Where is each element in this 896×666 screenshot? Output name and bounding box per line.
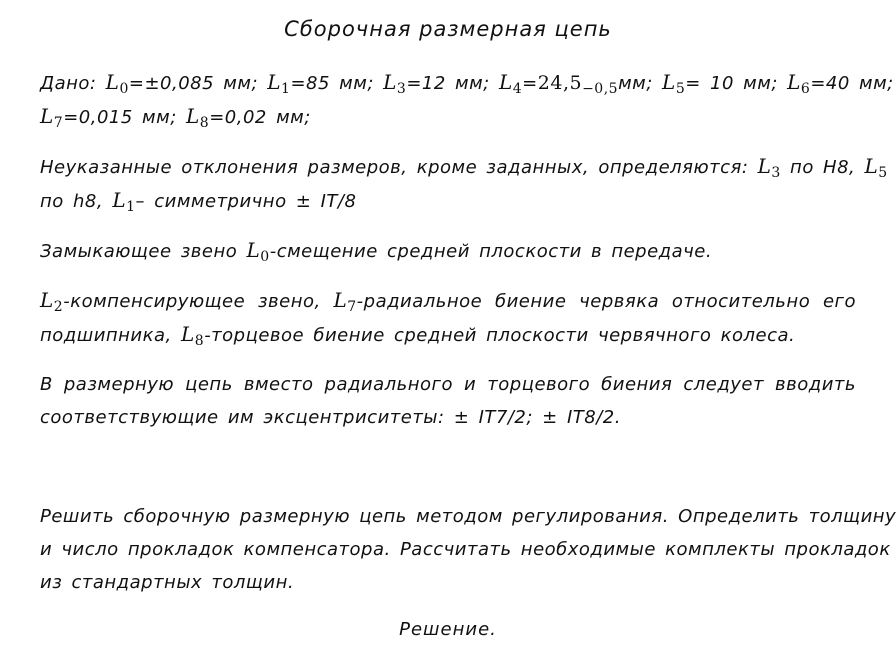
subscript-0: 0 [260,249,270,265]
value-l7: =0,015 мм; [63,107,186,128]
symbol-l8: L [185,104,200,128]
subscript-5: 5 [878,165,888,181]
symbol-l4: L [498,70,513,94]
given-label: Дано: [40,73,106,94]
subscript-3: 3 [771,165,781,181]
subscript-1: 1 [126,199,136,215]
value-l8: =0,02 мм; [209,107,311,128]
symbol-l7: L [40,104,54,128]
page-title: Сборочная размерная цепь [284,17,612,41]
deviations-text: Неуказанные отклонения размеров, кроме заданных, определяются: [40,157,758,178]
subscript-6: 6 [800,81,811,97]
symbol-l7: L [333,288,348,312]
document-body [40,14,896,615]
task-line-1: Решить сборочную размерную цепь методом регулирования. Определить толщину [40,506,896,527]
compensating-paragraph [40,284,856,352]
subscript-0: 0 [119,81,129,97]
symbol-l2: L [40,288,54,312]
subscript-1: 1 [281,81,291,97]
given-paragraph [40,66,894,134]
eccentricity-line-2: соответствующие им эксцентриситеты: ± IT7/2; ± IT8/2. [40,407,621,428]
compensating-line-1 [40,284,856,318]
subscript-2: 2 [53,299,64,315]
deviations-paragraph [40,150,888,218]
value-l5: = 10 мм; [685,73,788,94]
task-line-2: и число прокладок компенсатора. Рассчитать необходимые комплекты прокладок [40,539,891,560]
symbol-l1: L [267,70,282,94]
compensating-text-2: -радиальное биение червяка относительно его [356,291,856,312]
given-line-2 [40,100,856,134]
value-l0: =±0,085 мм; [128,73,268,94]
value-l3: =12 мм; [406,73,499,94]
task-line-3: из стандартных толщин. [40,572,295,593]
subscript-8: 8 [199,115,210,131]
symbol-l5: L [662,70,676,94]
value-l6: =40 мм; [810,73,894,94]
deviations-text-2: по h8, [40,191,113,212]
subscript-3: 3 [396,81,407,97]
value-l1: =85 мм; [290,73,384,94]
subscript-4: 4 [512,81,523,97]
symbol-l0: L [105,70,120,94]
compensating-text-4: -торцевое биение средней плоскости червячного колеса. [204,325,796,346]
deviations-line-1 [40,150,888,184]
value-l4-number: 24,5 [537,72,583,94]
task-paragraph [40,500,896,599]
compensating-text: -компенсирующее звено, [63,291,334,312]
eccentricity-paragraph [40,368,856,434]
solution-heading: Решение. [399,619,497,640]
compensating-text-3: подшипника, [40,325,181,346]
subscript-7: 7 [347,299,357,315]
symbol-l5: L [864,154,879,178]
given-line-1 [40,66,894,100]
closing-text: Замыкающее звено [40,241,247,262]
symbol-l0: L [246,238,261,262]
subscript-7: 7 [53,115,64,131]
symbol-l3: L [757,154,772,178]
subscript-5: 5 [675,81,686,97]
eccentricity-line-1: В размерную цепь вместо радиального и торцевого биения следует вводить [40,374,856,395]
closing-line [40,234,856,268]
compensating-line-2 [40,318,856,352]
deviations-l1-text: – симметрично ± IT/8 [135,191,357,212]
symbol-l8: L [180,322,195,346]
deviations-l3-text: по H8, [780,157,865,178]
closing-link-paragraph [40,234,856,268]
symbol-l3: L [383,70,397,94]
value-l4-eq: = [522,73,538,94]
subscript-8: 8 [194,333,205,349]
value-l4-unit: мм; [618,73,663,94]
symbol-l6: L [787,70,801,94]
symbol-l1: L [112,188,127,212]
deviations-line-2 [40,184,856,218]
tolerance-l4: −0,5 [582,81,619,97]
closing-text-2: -смещение средней плоскости в передаче. [269,241,713,262]
